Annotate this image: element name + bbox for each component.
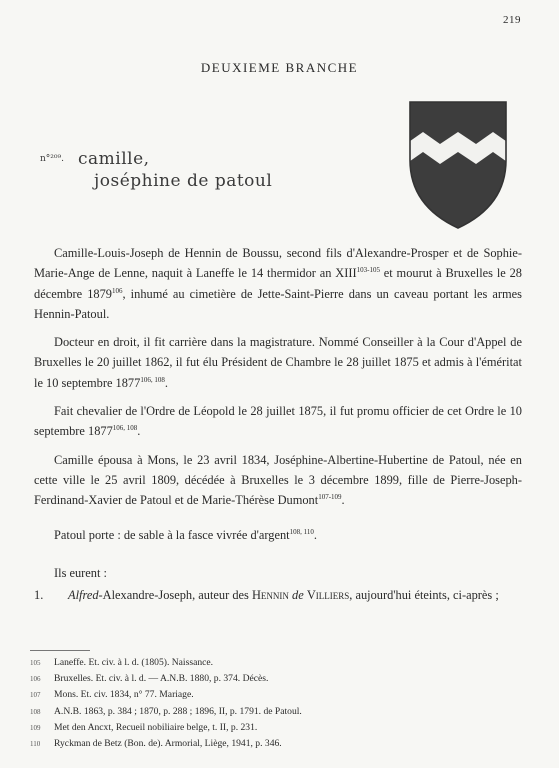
page-number: 219 [503,14,521,26]
child-item [34,585,522,605]
branch-title: DEUXIEME BRANCHE [200,60,359,75]
footnote: 110 Ryckman de Betz (Bon. de). Armorial, Liège, 1941, p. 346. [30,738,282,750]
paragraph-marriage: Camille épousa à Mons, le 23 avril 1834, Joséphine-Albertine-Hubertine de Patoul, née en cette ville le 25 avril 1809, décédée à Bruxelles le 3 décembre 1899, fille de Pierre-Joseph-Ferdinand-Xavier de Patoul et de Marie-Thérèse Dumont$^{107-109}$. [34,452,522,508]
footnote-ref: 108, 110 [289,527,314,536]
footnote-ref: 106, 108 [140,375,165,384]
footnotes [30,655,520,752]
footnote-ref: 106, 108 [112,424,138,433]
paragraph-arms: Patoul porte : de sable à la fasce vivrée d'argent$^{108, 110}$. [54,527,317,542]
heading-number: n°²⁰⁹. [40,154,64,164]
footnote-ref: 106 [112,286,123,295]
paragraph-honours: Fait chevalier de l'Ordre de Léopold le 28 juillet 1875, il fut promu officier de cet Ordre le 10 septembre 1877$^{106, 108}$. [34,404,522,439]
children-intro: Ils eurent : [54,565,107,580]
footnote: 107 Mons. Et. civ. 1834, n° 77. Mariage. [30,689,194,701]
footnote: 106 Bruxelles. Et. civ. à l. d. — A.N.B. 1880, p. 374. Décès. [30,673,269,685]
heading-line2: joséphine de patoul [94,171,273,191]
footnote-separator [30,650,90,651]
child-text: Alfred-Alexandre-Joseph, auteur des Hennin de Villiers, aujourd'hui éteints, ci-après ; [68,588,499,603]
shield-fess-vivre-icon [406,98,510,232]
paragraph-birth-death: Camille-Louis-Joseph de Hennin de Boussu, second fils d'Alexandre-Prosper et de Sophie-Marie-Ange de Lenne, naquit à Laneffe le 14 thermidor an XIII$^{103-105}$ et mourut à Bruxelles le 28 décembre 1879$^{106}$, inhumé au cimetière de Jette-Saint-Pierre dans un caveau portant les armes Hennin-Patoul. [34,246,522,321]
shield-field [406,98,510,232]
footnote: 108 A.N.B. 1863, p. 384 ; 1870, p. 288 ; 1896, II, p. 1791. de Patoul. [30,705,302,717]
footnote: 105 Laneffe. Et. civ. à l. d. (1805). Naissance. [30,657,214,668]
footnote-ref: 107-109 [318,493,342,502]
paragraph-career: Docteur en droit, il fit carrière dans la magistrature. Nommé Conseiller à la Cour d'Appel de Bruxelles le 20 juillet 1862, il fut élu Président de Chambre le 28 juillet 1875 et admis à l'éméritat le 10 septembre 1877$^{106, 108}$. [34,335,522,390]
child-number: 1. [34,588,44,603]
footnote-ref: 103-105 [356,266,380,275]
body-text [34,243,522,605]
heading-line1: camille, [77,149,150,169]
person-heading [40,148,272,192]
footnote: 109 Met den Ancxt, Recueil nobiliaire belge, t. II, p. 231. [30,721,258,733]
